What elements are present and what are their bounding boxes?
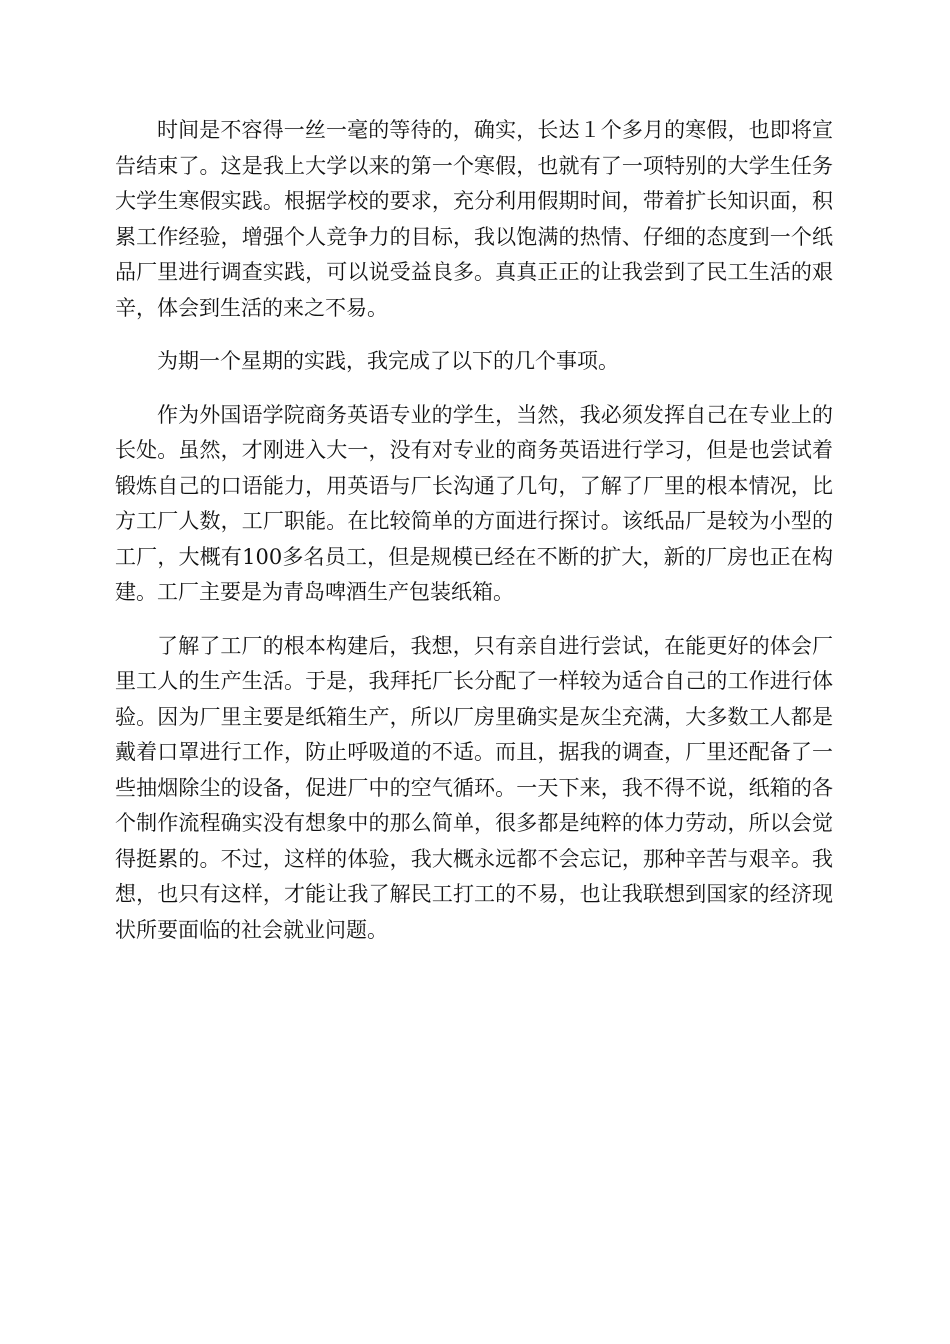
paragraph-3: 作为外国语学院商务英语专业的学生，当然，我必须发挥自己在专业上的长处。虽然，才刚进入大一，没有对专业的商务英语进行学习，但是也尝试着锻炼自己的口语能力，用英语与厂长沟通了几句，了解了厂里的根本情况，比方工厂人数，工厂职能。在比较简单的方面进行探讨。该纸品厂是较为小型的工厂，大概有100多名员工，但是规模已经在不断的扩大，新的厂房也正在构建。工厂主要是为青岛啤酒生产包装纸箱。	[115, 402, 833, 604]
paragraph-4: 了解了工厂的根本构建后，我想，只有亲自进行尝试，在能更好的体会厂里工人的生产生活。于是，我拜托厂长分配了一样较为适合自己的工作进行体验。因为厂里主要是纸箱生产，所以厂房里确实是灰尘充满，大多数工人都是戴着口罩进行工作，防止呼吸道的不适。而且，据我的调查，厂里还配备了一些抽烟除尘的设备，促进厂中的空气循环。一天下来，我不得不说，纸箱的各个制作流程确实没有想象中的那么简单，很多都是纯粹的体力劳动，所以会觉得挺累的。不过，这样的体验，我大概永远都不会忘记，那种辛苦与艰辛。我想，也只有这样，才能让我了解民工打工的不易，也让我联想到国家的经济现状所要面临的社会就业问题。	[115, 633, 833, 942]
document-body	[115, 113, 833, 966]
paragraph-2: 为期一个星期的实践，我完成了以下的几个事项。	[157, 349, 619, 373]
paragraph-1: 时间是不容得一丝一毫的等待的，确实，长达１个多月的寒假，也即将宣告结束了。这是我上大学以来的第一个寒假，也就有了一项特别的大学生任务大学生寒假实践。根据学校的要求，充分利用假期时间，带着扩长知识面，积累工作经验，增强个人竞争力的目标，我以饱满的热情、仔细的态度到一个纸品厂里进行调查实践，可以说受益良多。真真正正的让我尝到了民工生活的艰辛，体会到生活的来之不易。	[115, 118, 833, 320]
